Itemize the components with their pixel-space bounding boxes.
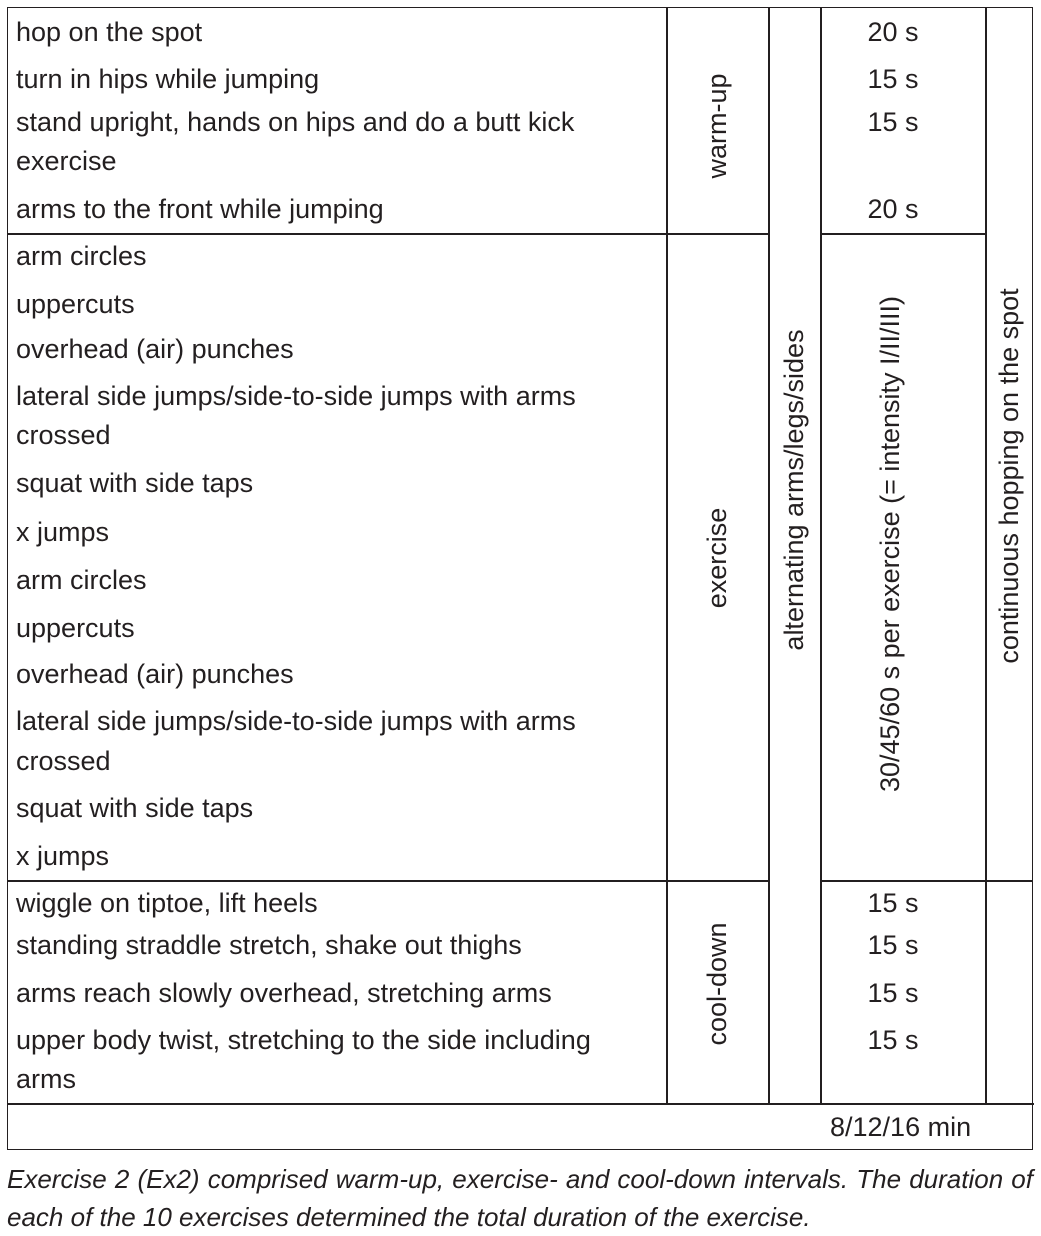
warmup-exercise-3-line1: stand upright, hands on hips and do a butt kick bbox=[16, 107, 575, 137]
cooldown-exercise-4-line1: upper body twist, stretching to the side including bbox=[16, 1025, 591, 1055]
cooldown-duration-2: 15 s bbox=[867, 930, 919, 960]
exercise-row-6: x jumps bbox=[16, 517, 110, 547]
exercise-row-9: overhead (air) punches bbox=[16, 659, 294, 689]
total-duration: 8/12/16 min bbox=[830, 1112, 972, 1142]
cooldown-duration-1: 15 s bbox=[867, 888, 919, 918]
warmup-exercise-2: turn in hips while jumping bbox=[16, 64, 320, 94]
section-divider-cooldown-duration bbox=[821, 880, 1033, 882]
exercise-row-2: uppercuts bbox=[16, 289, 135, 319]
exercise-row-10-line1: lateral side jumps/side-to-side jumps with arms bbox=[16, 706, 576, 736]
exercise-duration-label: 30/45/60 s per exercise (= intensity I/II/III) bbox=[875, 296, 905, 792]
section-divider-warmup-duration bbox=[821, 233, 986, 235]
exercise-row-1: arm circles bbox=[16, 241, 147, 271]
cooldown-duration-4: 15 s bbox=[867, 1025, 919, 1055]
warmup-duration-2: 15 s bbox=[867, 64, 919, 94]
cooldown-duration-3: 15 s bbox=[867, 978, 919, 1008]
section-divider-warmup bbox=[8, 233, 768, 235]
exercise-protocol-table bbox=[7, 7, 1033, 1150]
warmup-duration-3: 15 s bbox=[867, 107, 919, 137]
phase-label-warmup: warm-up bbox=[702, 73, 732, 179]
cooldown-exercise-4-line2: arms bbox=[16, 1064, 76, 1094]
column-divider-alternating-left bbox=[768, 8, 770, 1103]
warmup-exercise-1: hop on the spot bbox=[16, 17, 203, 47]
exercise-row-7: arm circles bbox=[16, 565, 147, 595]
exercise-row-10-line2: crossed bbox=[16, 746, 111, 776]
column-divider-alternating-right bbox=[820, 8, 822, 1103]
warmup-duration-4: 20 s bbox=[867, 194, 919, 224]
cooldown-exercise-3: arms reach slowly overhead, stretching arms bbox=[16, 978, 552, 1008]
column-divider-phase bbox=[666, 8, 668, 1103]
continuous-hopping-label: continuous hopping on the spot bbox=[994, 288, 1024, 664]
cooldown-exercise-2: standing straddle stretch, shake out thighs bbox=[16, 930, 522, 960]
warmup-exercise-3-line2: exercise bbox=[16, 146, 117, 176]
table-caption: Exercise 2 (Ex2) comprised warm-up, exercise- and cool-down intervals. The duration of each of the 10 exercises determined the total duration of the exercise. bbox=[7, 1164, 1033, 1232]
warmup-duration-1: 20 s bbox=[867, 17, 919, 47]
phase-label-exercise: exercise bbox=[702, 507, 732, 609]
exercise-row-11: squat with side taps bbox=[16, 793, 254, 823]
phase-label-cooldown: cool-down bbox=[702, 922, 732, 1046]
warmup-exercise-4: arms to the front while jumping bbox=[16, 194, 384, 224]
alternating-label: alternating arms/legs/sides bbox=[779, 329, 809, 651]
exercise-row-12: x jumps bbox=[16, 841, 110, 871]
total-row-divider bbox=[8, 1103, 1034, 1105]
cooldown-exercise-1: wiggle on tiptoe, lift heels bbox=[16, 888, 318, 918]
exercise-row-5: squat with side taps bbox=[16, 468, 254, 498]
section-divider-cooldown bbox=[8, 880, 768, 882]
exercise-row-3: overhead (air) punches bbox=[16, 334, 294, 364]
exercise-row-4-line1: lateral side jumps/side-to-side jumps with arms bbox=[16, 381, 576, 411]
column-divider-duration bbox=[985, 8, 987, 1103]
exercise-row-4-line2: crossed bbox=[16, 420, 111, 450]
exercise-row-8: uppercuts bbox=[16, 613, 135, 643]
